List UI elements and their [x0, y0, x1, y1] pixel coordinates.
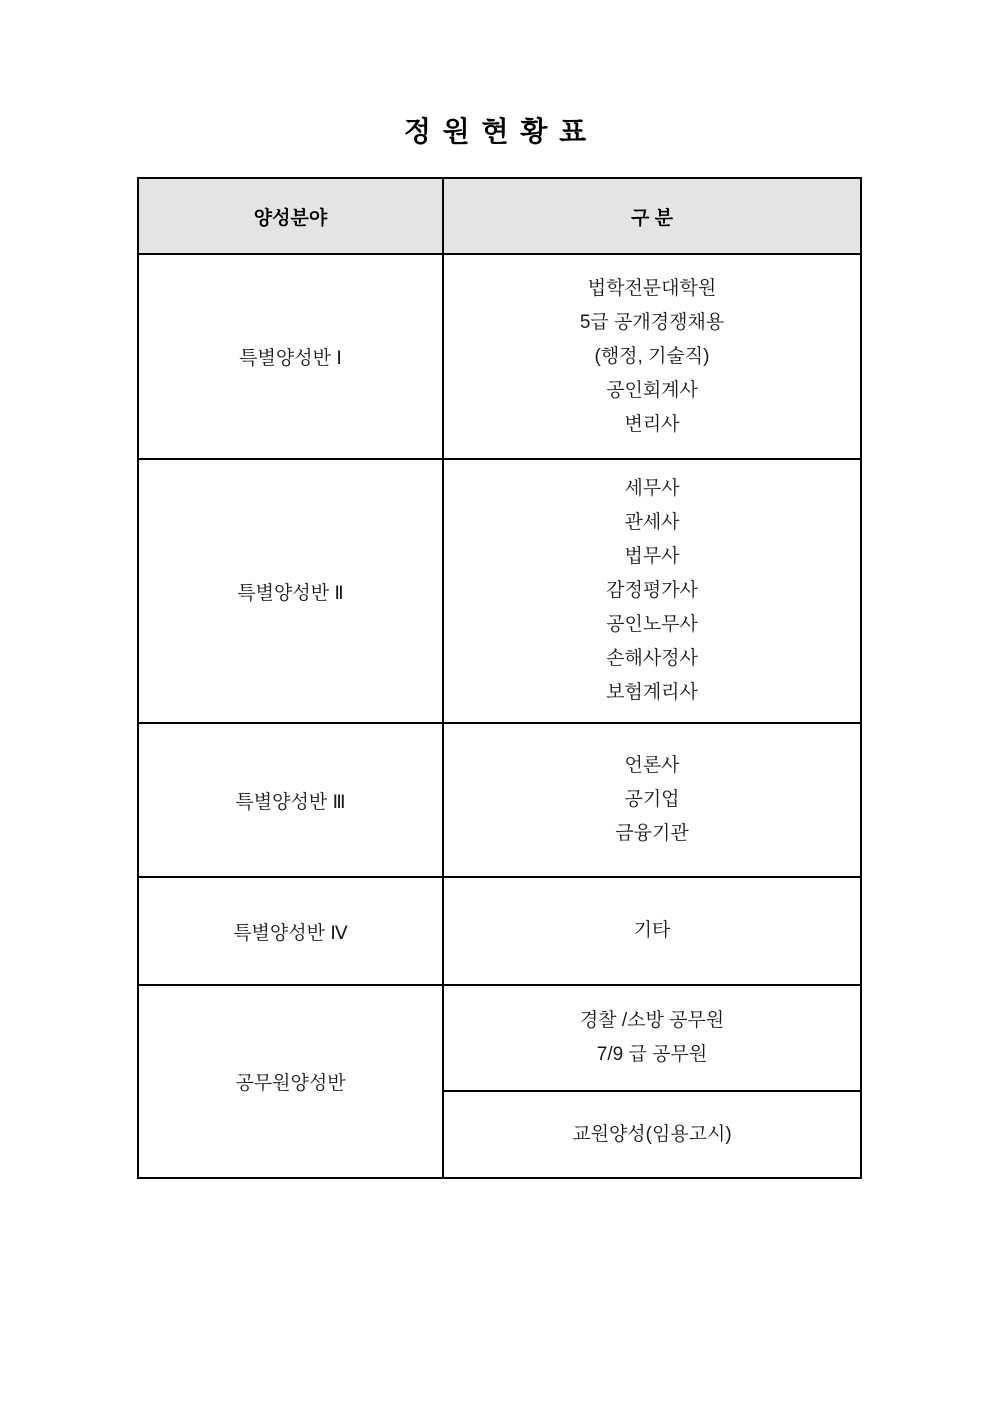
- table-row-special-1: [138, 254, 861, 459]
- table-row-special-2: [138, 459, 861, 723]
- table-header-row: [138, 178, 861, 254]
- category-cell: [443, 1091, 861, 1178]
- category-cell: [443, 985, 861, 1091]
- category-line: 공인노무사: [606, 614, 698, 635]
- table-row-special-4: [138, 877, 861, 985]
- field-cell: 특별양성반 Ⅰ: [138, 254, 443, 459]
- category-cell: [443, 877, 861, 985]
- category-line: 손해사정사: [606, 648, 698, 669]
- category-line: 경찰 /소방 공무원: [579, 1010, 725, 1031]
- field-cell: 특별양성반 Ⅳ: [138, 877, 443, 985]
- header-cell-category: 구 분: [443, 178, 861, 254]
- table-row-special-3: [138, 723, 861, 877]
- category-line: 법무사: [624, 546, 680, 567]
- field-cell: 특별양성반 Ⅲ: [138, 723, 443, 877]
- category-line: 관세사: [624, 512, 680, 533]
- field-cell: 공무원양성반: [138, 985, 443, 1178]
- header-cell-field: 양성분야: [138, 178, 443, 254]
- category-line: (행정, 기술직): [594, 345, 710, 367]
- category-line: 감정평가사: [606, 580, 698, 601]
- page-title: 정 원 현 황 표: [403, 116, 589, 147]
- category-cell: [443, 723, 861, 877]
- table-row-civil-servant: [138, 985, 861, 1091]
- category-line: 변리사: [624, 413, 680, 435]
- category-line: 세무사: [624, 478, 680, 499]
- field-cell: 특별양성반 Ⅱ: [138, 459, 443, 723]
- category-cell: [443, 459, 861, 723]
- category-line: 기타: [633, 920, 671, 941]
- category-line: 7/9 급 공무원: [596, 1044, 708, 1065]
- category-line: 공기업: [624, 789, 680, 810]
- category-line: 보험계리사: [606, 682, 698, 703]
- category-line: 5급 공개경쟁채용: [579, 311, 725, 333]
- category-cell: [443, 254, 861, 459]
- capacity-table: [137, 177, 862, 1179]
- category-line: 공인회계사: [606, 379, 698, 401]
- category-line: 교원양성(임용고시): [572, 1123, 732, 1145]
- category-line: 법학전문대학원: [587, 277, 717, 299]
- category-line: 언론사: [624, 755, 680, 776]
- category-line: 금융기관: [615, 823, 689, 844]
